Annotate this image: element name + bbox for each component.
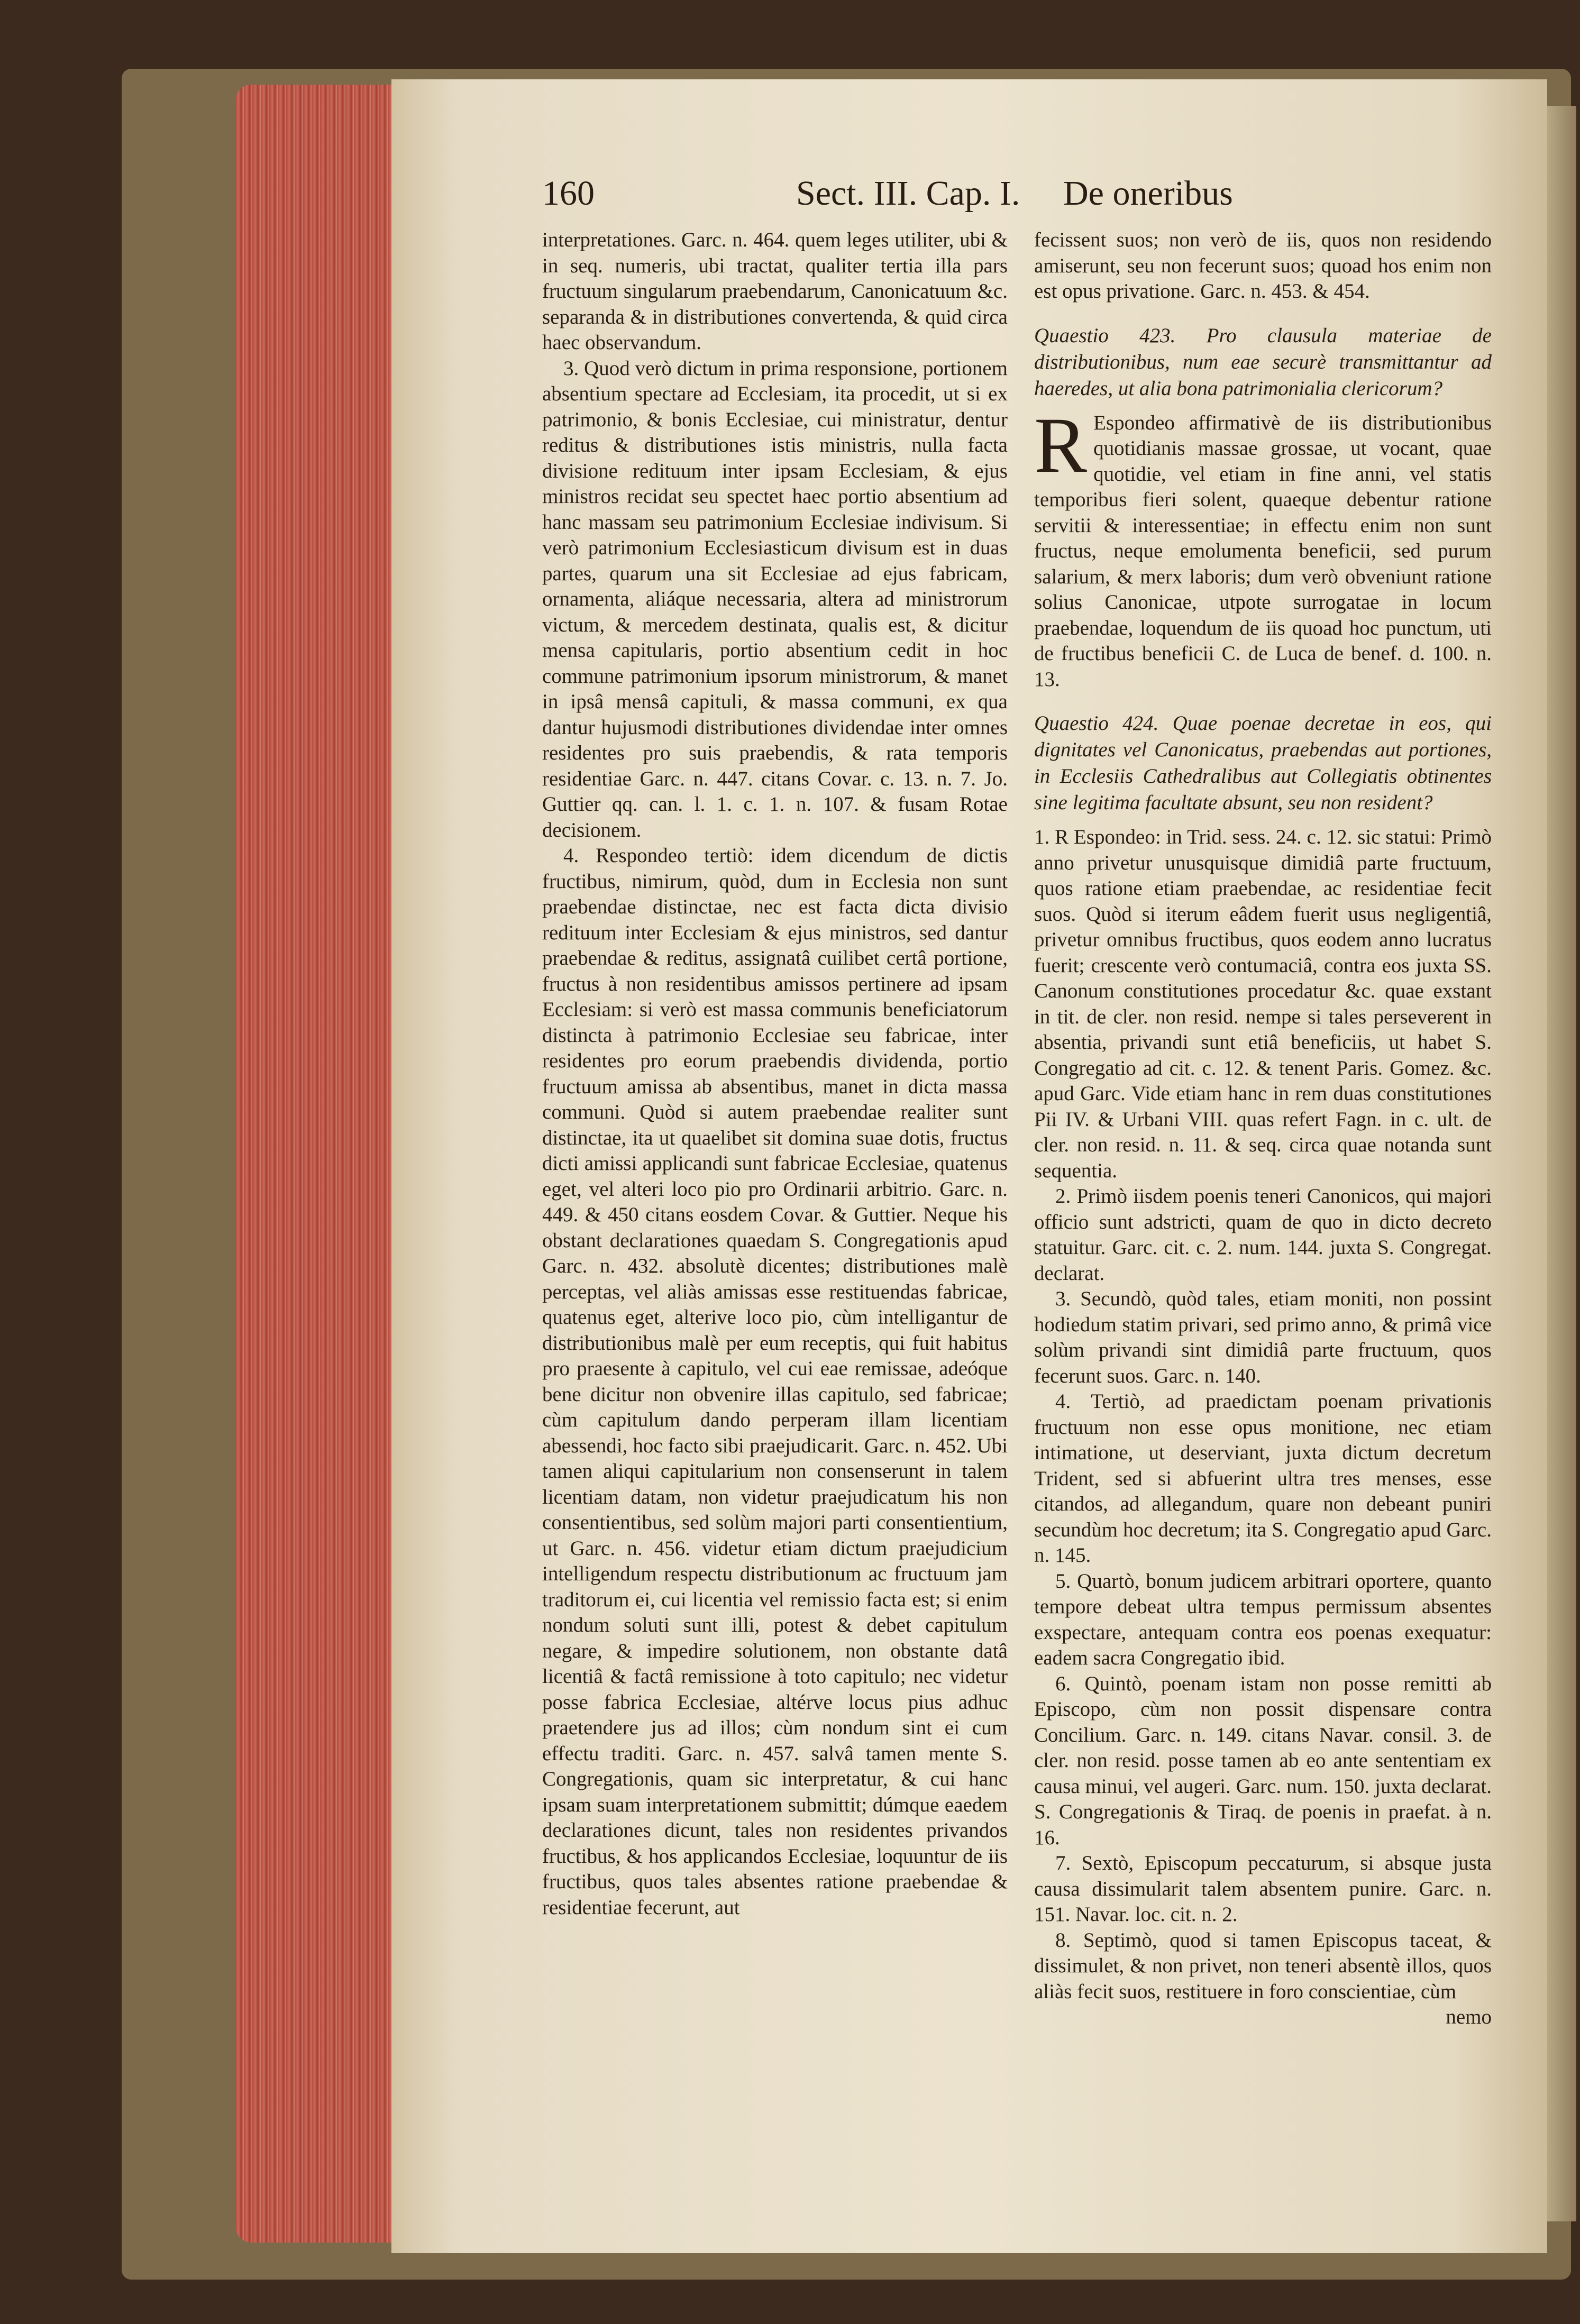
paragraph: 4. Tertiò, ad praedictam poenam privationis fructuum non esse opus monitione, nec etiam intimatione, ut deserviant, juxta dictum decretum Trident, sed si abfuerint ultra tres menses, esse citandos, ad allegandum, quare non debeant puniri secundùm hoc decretum; ita S. Congregatio apud Garc. n. 145. (1034, 1390, 1492, 1567)
paragraph: 3. Quod verò dictum in prima responsione, portionem absentium spectare ad Ecclesiam, ita procedit, ut si ex patrimonio, & bonis Ecclesiae, cui ministratur, dentur reditus & distributiones istis ministris, nulla facta divisione redituum inter ipsam Ecclesiam, & ejus ministros recidat seu spectet haec portio absentium ad hanc massam seu patrimonium Ecclesiae indivisum. Si verò patrimonium Ecclesiasticum divisum est in duas partes, quarum una sit Ecclesiae ad ejus fabricam, ornamenta, aliáque necessaria, altera ad ministrorum victum, & mercedem destinata, qualis est, & dicitur mensa capitularis, portio absentium cedit in hoc commune patrimonium ipsorum ministrorum, & manet in ipsâ mensâ capituli, & massa communi, ex qua dantur hujusmodi distributiones dividendae inter omnes residentes pro suis praebendis, & rata temporis residentiae Garc. n. 447. citans Covar. c. 13. n. 7. Jo. Guttier qq. can. l. 1. c. 1. n. 107. & fusam Rotae decisionem. (542, 356, 1008, 841)
paragraph: 6. Quintò, poenam istam non posse remitti ab Episcopo, cùm non possit dispensare contra Concilium. Garc. n. 149. citans Navar. consil. 3. de cler. non resid. posse tamen ab eo ante sententiam ex causa minui, vel augeri. Garc. num. 150. juxta declarat. S. Congregationis & Tiraq. de poenis in praefat. à n. 16. (1034, 1672, 1492, 1849)
numbered-drop-cap: 1. R (1034, 826, 1069, 848)
running-head (542, 173, 1314, 221)
catchword: nemo (1446, 2006, 1492, 2028)
paragraph: 2. Primò iisdem poenis teneri Canonicos, qui majori officio sunt adstricti, quam de quo in dicto decreto statuitur. Garc. cit. c. 2. num. 144. juxta S. Congregat. declarat. (1034, 1185, 1492, 1285)
paragraph: 4. Respondeo tertiò: idem dicendum de dictis fructibus, nimirum, quòd, dum in Ecclesia non sunt praebendae distinctae, nec est facta dicta divisio redituum inter Ecclesiam & ejus ministros, sed dantur praebendae & reditus, assignatâ cuilibet certâ portione, fructus à non residentibus amissos pertinere ad ipsam Ecclesiam: si verò est massa communis beneficiatorum distincta à patrimonio Ecclesiae seu fabricae, inter residentes pro eorum praebendis dividenda, portio fructuum amissa ab absentibus, manet in dicta massa communi. Quòd si autem praebendae realiter sunt distinctae, ita ut quaelibet sit domina suae dotis, fructus dicti amissi applicandi sunt fabricae Ecclesiae, quatenus eget, vel alteri loco pio pro Ordinarii arbitrio. Garc. n. 449. & 450 citans eosdem Covar. & Guttier. Neque his obstant declarationes quaedam S. Congregationis apud Garc. n. 432. absolutè dicentes; distributiones malè perceptas, vel aliàs amissas esse restituendas fabricae, quatenus eget, alterive loco pio, cùm intelligantur de distributionibus malè per eum receptis, qui fuit habitus pro praesente à capitulo, vel cui eae remissae, adeóque bene dicitur non obvenire illas capitulo, sed fabricae; cùm capitulum dando perperam illam licentiam abessendi, hoc facto sibi praejudicarit. Garc. n. 452. Ubi tamen aliqui capitularium non consenserunt in talem licentiam datam, non videtur praejudicatum his non consentientibus, sed solùm majori parti consentientium, ut Garc. n. 456. videtur etiam dictum praejudicium intelligendum respectu distributionum ac fructuum jam traditorum ei, cui licentia vel remissio facta est; si enim nondum soluti sunt illi, potest & debet capitulum negare, & impedire solutionem, non obstante datâ licentiâ & factâ remissione à toto capitulo; nec videtur posse fabrica Ecclesiae, altérve locus pius adhuc praetendere jus ad illos; cùm nondum sint ei cum effectu traditi. Garc. n. 457. salvâ tamen mente S. Congregationis, quam sic interpretatur, & cui hanc ipsam suam interpretationem submittit; dúmque eaedem declarationes dicunt, tales non residentes privandos fructibus, & hos applicandos Ecclesiae, loquuntur de iis fructibus, quos tales absentes ratione praebendae & residentiae fecerunt, aut (542, 844, 1008, 1919)
running-title: De oneribus (1063, 174, 1233, 213)
page-edges (235, 85, 394, 2243)
facing-page-edge (1547, 106, 1576, 2221)
paragraph: 7. Sextò, Episcopum peccaturum, si absque justa causa dissimularit talem absentem punire. Garc. n. 151. Navar. loc. cit. n. 2. (1034, 1852, 1492, 1926)
question-heading: Quaestio 423. Pro clausula materiae de distributionibus, num eae securè transmittantur ad haeredes, ut alia bona patrimonialia clericorum? (1034, 324, 1492, 400)
question-heading: Quaestio 424. Quae poenae decretae in eos, qui dignitates vel Canonicatus, praebendas aut portiones, in Ecclesiis Cathedralibus aut Collegiatis obtinentes sine legitima facultate absunt, seu non resident? (1034, 712, 1492, 814)
section-heading: Sect. III. Cap. I. (796, 174, 1020, 213)
paragraph: 3. Secundò, quòd tales, etiam moniti, non possint hodiedum statim privari, sed primo anno, & primâ vice solùm privandi sint dimidiâ parte fructuum, quos fecerunt suos. Garc. n. 140. (1034, 1287, 1492, 1387)
answer-paragraph (1034, 401, 1492, 693)
answer-text: Espondeo: in Trid. sess. 24. c. 12. sic statui: Primò anno privetur unusquisque dimidiâ parte fructuum, quos ratione etiam praebendae, ac residentiae fecit suos. Quòd si iterum eâdem fuerit usus negligentiâ, privetur omnibus fructibus, quos eodem anno lucratus fuerit; crescente verò contumaciâ, contra eos juxta SS. Canonum constitutiones procedatur &c. quae exstant in tit. de cler. non resid. nempe si tales perseverent in absentia, privandi sunt etiâ beneficiis, ut habet S. Congregatio ad cit. c. 12. & tenent Paris. Gomez. &c. apud Garc. Vide etiam hanc in rem duas constitutiones Pii IV. & Urbani VIII. quas refert Fagn. in c. ult. de cler. non resid. n. 11. & seq. circa quae notanda sunt sequentia. (1034, 826, 1492, 1182)
left-column (542, 227, 1008, 1920)
paragraph: 8. Septimò, quod si tamen Episcopus taceat, & dissimulet, & non privet, non teneri absentè illos, quos aliàs fecit suos, restituere in foro conscientiae, cùm (1034, 1928, 1492, 2003)
right-column (1034, 227, 1492, 2030)
drop-cap: R (1034, 401, 1088, 489)
paragraph: 5. Quartò, bonum judicem arbitrari oportere, quanto tempore debeat ultra tempus permissum absentes exspectare, antequam contra eos poenas exequatur: eadem sacra Congregatio ibid. (1034, 1569, 1492, 1669)
paragraph: interpretationes. Garc. n. 464. quem leges utiliter, ubi & in seq. numeris, ubi tractat, qualiter tertia illa pars fructuum singularum praebendarum, Canonicatuum &c. separanda & in distributiones convertenda, & quid circa haec observandum. (542, 228, 1008, 354)
paragraph: fecissent suos; non verò de iis, quos non residendo amiserunt, seu non fecerunt suos; quoad hos enim non est opus privatione. Garc. n. 453. & 454. (1034, 228, 1492, 303)
answer-paragraph (1034, 825, 1492, 1184)
page-number: 160 (542, 174, 595, 213)
answer-text: Espondeo affirmativè de iis distributionibus quotidianis massae grossae, ut vocant, quae quotidie, vel etiam in fine anni, vel statis temporibus fieri solent, quaeque debentur ratione servitii & interessentiae; in effectu enim non sunt fructus, neque emolumenta beneficii, sed purum salarium, & merx laboris; dum verò obveniunt ratione solius Canonicae, utpote surrogatae in locum praebendae, loquendum de iis quoad hoc punctum, uti de fructibus beneficii C. de Luca de benef. d. 100. n. 13. (1034, 411, 1492, 691)
